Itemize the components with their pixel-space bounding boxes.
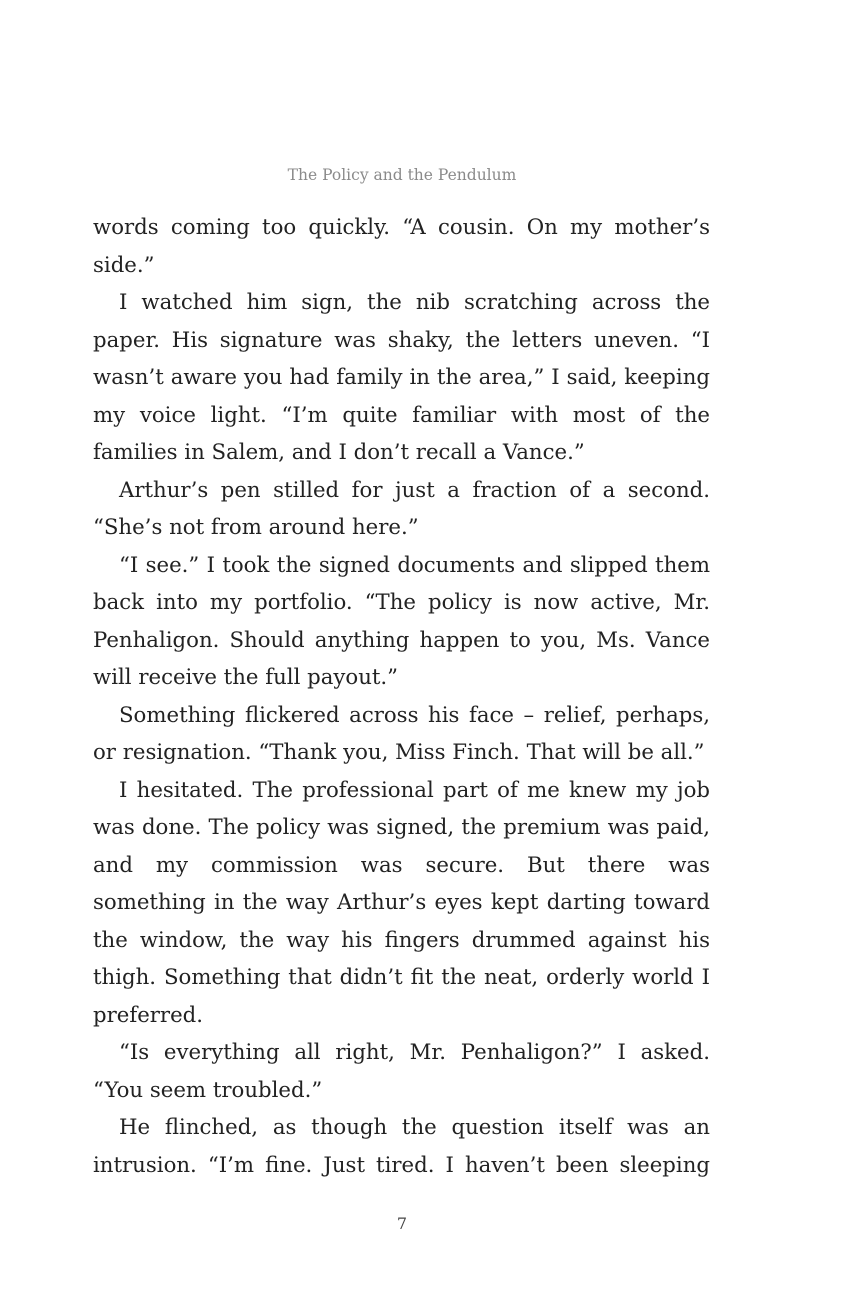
paragraph: Something flickered across his face – relief, perhaps, or resignation. “Thank you, Miss Finch. That will be all.” bbox=[93, 702, 710, 765]
paragraph: I watched him sign, the nib scratching across the paper. His signature was shaky, the letters uneven. “I wasn’t aware you had family in the area,” I said, keeping my voice light. “I’m quite familiar with most of the families in Salem, and I don’t recall a Vance.” bbox=[93, 290, 710, 465]
paragraph: He flinched, as though the question itself was an intrusion. “I’m fine. Just tired. I haven’t been sleeping bbox=[93, 1115, 710, 1178]
paragraph: I hesitated. The professional part of me knew my job was done. The policy was signed, the premium was paid, and my commission was secure. But there was something in the way Arthur’s eyes kept darting toward the window, the way his fingers drummed against his thigh. Something that didn’t fit the neat, orderly world I preferred. bbox=[93, 777, 710, 1028]
page-number: 7 bbox=[396, 1214, 408, 1233]
paragraph: words coming too quickly. “A cousin. On my mother’s side.” bbox=[93, 215, 710, 278]
paragraph: “Is everything all right, Mr. Penhaligon?” I asked. “You seem troubled.” bbox=[93, 1040, 710, 1103]
body-text bbox=[93, 209, 710, 1184]
paragraph: Arthur’s pen stilled for just a fraction of a second. “She’s not from around here.” bbox=[93, 477, 710, 540]
paragraph: “I see.” I took the signed documents and slipped them back into my portfolio. “The policy is now active, Mr. Penhaligon. Should anything happen to you, Ms. Vance will receive the full payout.” bbox=[93, 552, 710, 690]
running-header-title: The Policy and the Pendulum bbox=[287, 166, 517, 184]
